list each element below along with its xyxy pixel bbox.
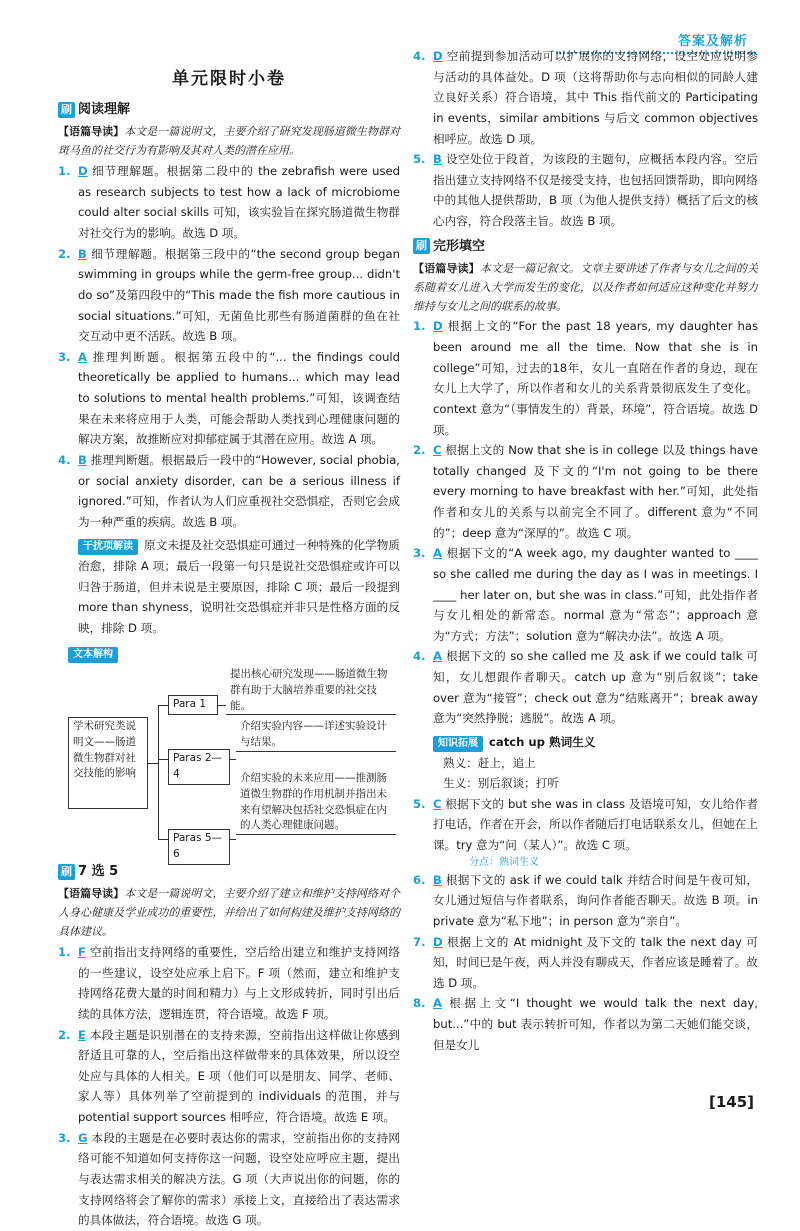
item-text: 细节理解题。根据第二段中的 the zebrafish were used as research subjects to test how a lack of microbiome could alter social skills 可知，该实验旨在探究肠道微生物群对社交行为的影响。故选 D 项。 (78, 164, 400, 241)
reading-item-1 (58, 161, 400, 244)
reading-heading-badge: 刷 (58, 102, 75, 118)
cloze-item-2 (413, 440, 758, 543)
reading-guide (58, 123, 400, 161)
header-mark: 答案及解析 (677, 34, 748, 49)
seven-five-item-1 (58, 942, 400, 1025)
seven-five-guide (58, 885, 400, 942)
point-note: 分点：熟词生义 (469, 856, 539, 868)
item-number: 3. (58, 1130, 71, 1145)
item-text: 根据上文“I thought we would talk the next day, but...”中的 but 表示转折可知，作者以为第二天她们能交谈，但是女儿 (433, 996, 758, 1052)
cloze-guide (413, 260, 758, 317)
item-number: 1. (58, 164, 71, 179)
reading-item-2 (58, 244, 400, 347)
item-number: 3. (58, 349, 71, 364)
item-text: 根据上文的 At midnight 及下文的 talk the next day 可知，时间已是午夜，两人并没有聊成天，作者应该是睡着了。故选 D 项。 (433, 934, 759, 990)
item-answer: D (433, 319, 443, 334)
diagram-connector (158, 839, 168, 840)
item-text: 根据下文的 so she called me 及 ask if we could talk 可知，女儿想跟作者聊天。catch up 意为“别后叙谈”；take over 意为“接管”；check out 意为“结账离开”；break away 意为“突然挣脱；逃脱”。故选 A 项。 (433, 649, 759, 726)
item-number: 7. (413, 934, 426, 949)
item-text: 空前提到参加活动可以扩展你的支持网络，设空处应说明参与活动的具体益处。D 项（这将帮助你与志向相似的同龄人建立良好关系）符合语境，其中 This 指代前文的 Participating in events，similar ambitions 与后文 common objectives 相呼应。故选 D 项。 (433, 49, 758, 146)
cloze-guide-text: 本文是一篇记叙文。文章主要讲述了作者与女儿之间的关系随着女儿进入大学而发生的变化，以及作者如何适应这种变化并努力维持与女儿之间的联系的故事。 (413, 261, 759, 313)
seven-five-guide-text: 本文是一篇说明文，主要介绍了建立和维护支持网络对个人身心健康及学业成功的重要性，并给出了如何构建及维护支持网络的具体建议。 (58, 887, 401, 939)
page-number: [145] (708, 1093, 754, 1112)
diagram-desc-3: 介绍实验的未来应用——推测肠道微生物群的作用机制并指出未来有望解决包括社交恐惧症在内的人类心理健康问题。 (236, 771, 396, 835)
item-answer: A (433, 996, 442, 1011)
item-text: 推理判断题。根据第五段中的“... the findings could theoretically be applied to humans... which may lead to solutions to mental health problems.”可知，该调查结果在未来将应用于人类，可能会帮助人类找到心理健康问题的解决方案，故推断应对抑郁症属于其潜在应用。故选 A 项。 (78, 349, 401, 447)
item-number: 5. (413, 152, 426, 167)
cloze-item-3 (413, 543, 758, 646)
diagram-desc-2: 介绍实验内容——详述实验设计与结果。 (236, 719, 396, 752)
seven-five-item-5 (413, 149, 758, 232)
item-answer: A (433, 649, 442, 664)
knowledge-title: catch up 熟词生义 (489, 734, 596, 749)
item-text: 本段的主题是在必要时表达你的需求，空前指出你的支持网络可能不知道如何支持你这一问题，设空处应呼应主题，提出与表达需求相关的解决方法。G 项（大声说出你的问题，你的支持网络将会了解你的需求）承接上文，直接给出了表达需求的具体做法，符合语境。故选 G 项。 (78, 1130, 400, 1228)
item-number: 4. (413, 649, 426, 664)
structure-badge: 文本解构 (68, 647, 118, 663)
item-text: 本段主题是识别潜在的支持来源，空前指出这样做让你感到舒适且可靠的人，空后指出这样做带来的具体效果，所以设空处应与具体的人相关。E 项（他们可以是朋友、同学、老师、家人等）具体列举了空前提到的 individuals 的范围，并与 potential support sources 相呼应，符合语境。故选 E 项。 (78, 1027, 400, 1125)
item-answer: C (433, 443, 442, 458)
item-text: 根据上文的“For the past 18 years, my daughter has been around me all the time. Now that she is in college”可知，过去的18年，女儿一直陪在作者的身边，现在女儿上大学了，所以作者和女儿的关系背景彻底发生了变化。context 意为“（事情发生的）背景，环境”，符合语境。故选 D 项。 (433, 319, 759, 437)
item-answer: D (78, 164, 88, 179)
item-text: 根据上文的 Now that she is in college 以及 things have totally changed 及下文的“I'm not going to be there every morning to have breakfast with her.”可知，此处指作者和女儿的关系与以前完全不同了。different 意为“不同的”；deep 意为“深厚的”。故选 C 项。 (433, 443, 758, 540)
structure-diagram (58, 667, 398, 860)
diagram-desc-1: 提出核心研究发现——肠道微生物群有助于大脑培养重要的社交技能。 (226, 667, 396, 715)
cloze-item-4 (413, 646, 758, 729)
reading-heading-text: 阅读理解 (78, 102, 131, 118)
item-answer: E (78, 1027, 86, 1042)
seven-five-item-3 (58, 1128, 400, 1231)
item-answer: B (433, 152, 442, 167)
knowledge-line-2: 生义：别后叙谈；打听 (443, 776, 559, 791)
item-number: 2. (413, 443, 426, 458)
diagram-connector (230, 839, 236, 840)
item-answer: B (433, 872, 442, 887)
diagram-connector (230, 759, 236, 760)
item-answer: D (433, 934, 443, 949)
diagram-spine (158, 705, 159, 839)
item-answer: B (78, 246, 87, 261)
left-column (58, 64, 400, 1231)
reading-guide-text: 本文是一篇说明文，主要介绍了研究发现肠道微生物群对斑马鱼的社交行为有影响及其对人类的潜在应用。 (58, 125, 401, 158)
diagram-connector (158, 759, 168, 760)
item-number: 4. (58, 452, 71, 467)
diagram-connector (148, 763, 158, 764)
reading-item-3 (58, 347, 400, 450)
cloze-guide-label: 【语篇导读】 (413, 261, 480, 275)
diagram-connector (158, 705, 168, 706)
item-text: 根据下文的 but she was in class 及语境可知，女儿给作者打电话，作者在开会，所以作者随后打电话联系女儿，但她在上课。try 意为“问（某人）”。故选 C 项。 (433, 796, 758, 853)
page-number-value: 145 (715, 1093, 748, 1112)
item-number: 1. (58, 945, 71, 960)
diagram-connector (218, 705, 226, 706)
item-answer: D (433, 49, 443, 63)
reading-item-4 (58, 450, 400, 533)
cloze-heading-badge: 刷 (413, 238, 430, 254)
distractor-tip (78, 535, 400, 638)
item-text: 设空处位于段首，为该段的主题句，应概括本段内容。空后指出建立支持网络不仅是接受支持，也包括回馈帮助，即向网络中的其他人提供帮助，B 项（为他人提供支持）概括了后文的核心内容，符合段落主旨。故选 B 项。 (433, 152, 758, 228)
item-number: 2. (58, 1027, 71, 1042)
cloze-item-7 (413, 932, 758, 994)
item-text: 推理判断题。根据最后一段中的“However, social phobia, or social anxiety disorder, can be a serious illness if ignored.”可知，作者认为人们应重视社交恐惧症，否则它会成为一种严重的疾病。故选 B 项。 (78, 452, 400, 529)
item-text: 根据下文的 ask if we could talk 并结合时间是午夜可知，女儿通过短信与作者联系，询问作者能否聊天。故选 B 项。in private 意为“私下地”；in person 意为“亲自”。 (433, 872, 759, 928)
seven-five-heading-badge: 刷 (58, 864, 75, 880)
item-text: 根据下文的“A week ago, my daughter wanted to ____ so she called me during the day as I was in meetings. I ____ her later on, but she was in class.”可知，此处指作者与女儿相处的新常态。normal 意为“常态”；approach 意为“方式；方法”；solution 意为“解决办法”。故选 A 项。 (433, 546, 759, 643)
seven-five-item-4 (413, 46, 758, 149)
cloze-heading-text: 完形填空 (433, 238, 486, 254)
knowledge-line-1: 熟义：赶上，追上 (443, 755, 536, 770)
item-answer: F (78, 945, 86, 960)
cloze-item-5 (413, 794, 758, 856)
item-number: 6. (413, 872, 426, 887)
item-text: 空前指出支持网络的重要性，空后给出建立和维护支持网络的一些建议，设空处应承上启下。F 项（然而，建立和维护支持网络花费大量的时间和精力）与上文形成转折，同时引出后续的具体方法，逻辑连贯，符合语境。故选 F 项。 (78, 945, 400, 1021)
page-title: 单元限时小卷 (172, 69, 286, 89)
item-number: 3. (413, 546, 426, 561)
right-column (413, 46, 758, 1055)
reading-guide-label: 【语篇导读】 (58, 125, 125, 139)
item-answer: A (78, 349, 87, 364)
distractor-tip-badge: 干扰项解读 (78, 539, 138, 555)
knowledge-box (433, 732, 758, 753)
diagram-root: 学术研究类说明文——肠道微生物群对社交技能的影响 (68, 717, 148, 809)
item-answer: G (78, 1130, 88, 1145)
cloze-item-8 (413, 993, 758, 1055)
item-number: 8. (413, 996, 426, 1011)
diagram-branch-1: Para 1 (168, 695, 218, 715)
cloze-item-6 (413, 870, 758, 932)
item-answer: A (433, 546, 442, 561)
seven-five-heading-text: 7 选 5 (78, 864, 119, 880)
reading-heading (58, 98, 400, 121)
seven-five-guide-label: 【语篇导读】 (58, 887, 125, 901)
item-number: 1. (413, 319, 426, 334)
cloze-heading (413, 235, 758, 258)
item-number: 4. (413, 49, 426, 63)
cloze-item-1 (413, 316, 758, 440)
item-answer: B (78, 452, 87, 467)
knowledge-badge: 知识拓展 (433, 736, 483, 752)
diagram-branch-3: Paras 5—6 (168, 829, 230, 865)
seven-five-item-2 (58, 1025, 400, 1128)
item-number: 5. (413, 796, 426, 811)
diagram-branch-2: Paras 2—4 (168, 749, 230, 785)
distractor-tip-text: 原文未提及社交恐惧症可通过一种特殊的化学物质治愈，排除 A 项；最后一段第一句只是说社交恐惧症或许可以归咎于肠道，但并未说是主要原因，排除 C 项；最后一段提到 more than shyness，说明社交恐惧症并非只是性格方面的反映，排除 D 项。 (78, 538, 400, 635)
item-text: 细节理解题。根据第三段中的“the second group began swimming in groups while the germ-free group... didn't do so”及第四段中的“This made the fish more cautious in social situations.”可知，无菌鱼比那些有肠道菌群的鱼在社交互动中更不活跃。故选 B 项。 (78, 246, 400, 344)
structure-heading (68, 643, 400, 664)
item-number: 2. (58, 246, 71, 261)
item-answer: C (433, 796, 442, 811)
